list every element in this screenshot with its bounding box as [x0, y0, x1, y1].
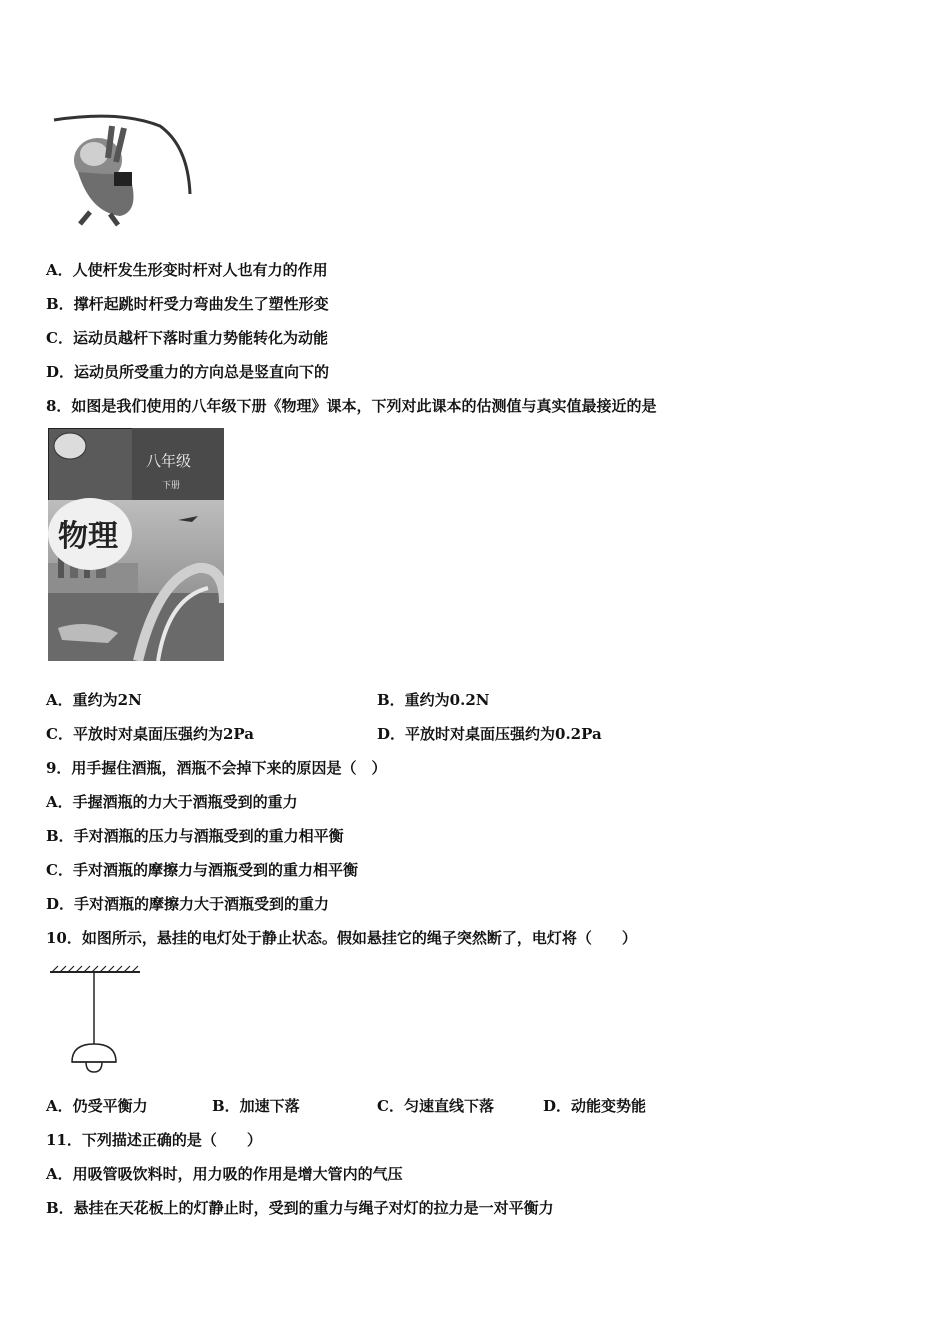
book-title: 物理: [58, 519, 118, 554]
q9-option-d: D．手对酒瓶的摩擦力大于酒瓶受到的重力: [46, 895, 330, 913]
q9-option-a: A．手握酒瓶的力大于酒瓶受到的重力: [46, 793, 298, 811]
q11-option-b: B．悬挂在天花板上的灯静止时，受到的重力与绳子对灯的拉力是一对平衡力: [46, 1199, 554, 1217]
q10-option-b: B．加速下落: [212, 1097, 300, 1115]
q10-option-a: A．仍受平衡力: [46, 1097, 148, 1115]
physics-textbook-cover: [48, 428, 224, 661]
q8-option-d: D．平放时对桌面压强约为0.2Pa: [377, 725, 602, 743]
q11-option-a: A．用吸管吸饮料时，用力吸的作用是增大管内的气压: [46, 1165, 403, 1183]
q8-option-c: C．平放时对桌面压强约为2Pa: [46, 725, 254, 743]
pole-vault-figure: [50, 112, 195, 227]
q7-option-d: D．运动员所受重力的方向总是竖直向下的: [46, 363, 330, 381]
q11-stem: 11．下列描述正确的是（ ）: [46, 1131, 262, 1149]
q7-option-c: C．运动员越杆下落时重力势能转化为动能: [46, 329, 328, 347]
q8-option-a: A．重约为2N: [46, 691, 142, 709]
q9-option-b: B．手对酒瓶的压力与酒瓶受到的重力相平衡: [46, 827, 344, 845]
q9-stem: 9．用手握住酒瓶，酒瓶不会掉下来的原因是（ ）: [46, 759, 387, 777]
q10-option-d: D．动能变势能: [543, 1097, 647, 1115]
book-grade: 八年级: [146, 452, 192, 470]
q8-option-b: B．重约为0.2N: [377, 691, 490, 709]
q10-stem: 10．如图所示，悬挂的电灯处于静止状态。假如悬挂它的绳子突然断了，电灯将（ ）: [46, 929, 637, 947]
q10-option-c: C．匀速直线下落: [377, 1097, 494, 1115]
q7-option-a: A．人使杆发生形变时杆对人也有力的作用: [46, 261, 328, 279]
q9-option-c: C．手对酒瓶的摩擦力与酒瓶受到的重力相平衡: [46, 861, 358, 879]
q7-option-b: B．撑杆起跳时杆受力弯曲发生了塑性形变: [46, 295, 329, 313]
book-volume: 下册: [162, 481, 181, 491]
q8-stem: 8．如图是我们使用的八年级下册《物理》课本，下列对此课本的估测值与真实值最接近的是: [46, 397, 657, 415]
hanging-lamp-figure: [48, 964, 144, 1078]
